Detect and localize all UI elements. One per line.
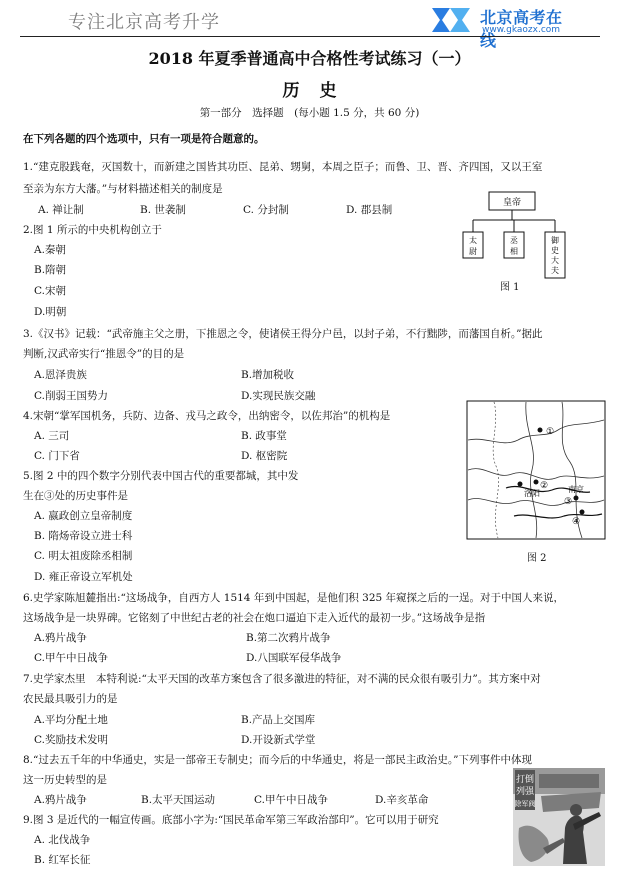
figure-1-top-node: 皇帝 [502,198,522,208]
q5-option-a[interactable]: A. 嬴政创立皇帝制度 [34,510,133,522]
q6-option-d[interactable]: D.八国联军侵华战争 [246,652,342,664]
q1-option-c[interactable]: C. 分封制 [243,204,289,216]
question-4-line-1: 4.宋朝“掌军国机务，兵防、边备、戎马之政令，出纳密令，以佐邦治”的机构是 [23,410,391,422]
q4-option-d[interactable]: D. 枢密院 [241,450,288,462]
q7-option-d[interactable]: D.开设新式学堂 [241,734,316,746]
figure-1-node-taiwei-1: 太 [469,236,477,245]
q4-option-b[interactable]: B. 政事堂 [241,430,287,442]
q7-option-a[interactable]: A.平均分配土地 [34,714,108,726]
logo-title: 北京高考在线 [480,8,563,50]
figure-2-label-4: ④ [572,517,581,527]
q8-option-c[interactable]: C.甲午中日战争 [254,794,328,806]
figure-3-text-3: 除军阀 [514,800,536,808]
q8-option-b[interactable]: B.太平天国运动 [141,794,216,806]
question-5-line-1: 5.图 2 中的四个数字分别代表中国古代的重要都城，其中发 [23,470,299,482]
q3-option-c[interactable]: C.削弱王国势力 [34,390,108,402]
q6-option-b[interactable]: B.第二次鸦片战争 [246,632,331,644]
question-7-line-2: 农民最具吸引力的是 [23,693,118,705]
figure-2-label-3: ③ [564,497,573,507]
logo-mark-icon [428,4,474,36]
q9-option-b[interactable]: B. 红军长征 [34,854,91,866]
logo-url[interactable]: www.gkaozx.com [482,25,561,35]
question-3-line-2: 判断,汉武帝实行“推恩令”的目的是 [23,348,185,360]
q8-option-a[interactable]: A.鸦片战争 [34,794,87,806]
question-8-line-2: 这一历史转型的是 [23,774,107,786]
figure-1-node-chengxiang-1: 丞 [510,236,518,245]
q3-option-d[interactable]: D.实现民族交融 [241,390,316,402]
q4-option-c[interactable]: C. 门下省 [34,450,80,462]
question-7-line-1: 7.史学家杰里 本特利说:“太平天国的改革方案包含了很多激进的特征，对不满的民众很有吸引力”。其方案中对 [23,673,541,685]
subject-title: 历史 [282,81,357,101]
q4-option-a[interactable]: A. 三司 [34,430,70,442]
q6-option-a[interactable]: A.鸦片战争 [34,632,87,644]
question-6-line-1: 6.史学家陈旭麓指出:“这场战争，自西方人 1514 年到中国起，是他们积 325 年窥探之后的一逞。对于中国人来说， [23,592,565,604]
q1-option-a[interactable]: A. 禅让制 [38,204,84,216]
q2-option-a[interactable]: A.秦朝 [34,244,66,256]
exam-title: 2018 年夏季普通高中合格性考试练习（一） [148,49,471,68]
figure-1-node-chengxiang-2: 相 [510,247,518,256]
question-5-line-2: 生在③处的历史事件是 [23,490,128,502]
q7-option-b[interactable]: B.产品上交国库 [241,714,316,726]
header-divider [20,36,600,37]
q5-option-c[interactable]: C. 明太祖废除丞相制 [34,550,133,562]
question-3-line-1: 3.《汉书》记载：“武帝施主父之册，下推恩之令，使诸侯王得分户邑，以封子弟，不行黜陟，而藩国自析。”据此 [23,328,543,340]
figure-1-node-yushi-2: 史 [551,246,559,255]
q1-option-b[interactable]: B. 世袭制 [140,204,186,216]
question-1-line-2: 至亲为东方大藩。”与材料描述相关的制度是 [23,183,223,195]
q7-option-c[interactable]: C.奖励技术发明 [34,734,108,746]
figure-1-caption: 图 1 [500,282,520,293]
q2-option-c[interactable]: C.宋朝 [34,285,66,297]
figure-2-map [466,400,606,540]
brand-logo[interactable] [428,4,578,50]
q6-option-c[interactable]: C.甲午中日战争 [34,652,108,664]
figure-2-label-nanjing: 南京 [568,485,584,494]
figure-3-text-2: 列强 [515,787,535,797]
figure-2-label-1: ① [546,427,555,437]
header-slogan: 专注北京高考升学 [68,12,220,33]
figure-1-node-yushi-3: 大 [551,256,559,265]
figure-1-node-yushi-1: 御 [551,236,559,245]
q5-option-d[interactable]: D. 雍正帝设立军机处 [34,571,133,583]
figure-2-label-2: ② [540,481,549,491]
q2-option-d[interactable]: D.明朝 [34,306,67,318]
part-heading: 第一部分 选择题 (每小题 1.5 分，共 60 分) [199,107,420,119]
q3-option-a[interactable]: A.恩泽贵族 [34,369,87,381]
figure-1-node-yushi-4: 夫 [551,266,559,275]
q8-option-d[interactable]: D.辛亥革命 [375,794,429,806]
question-9-line-1: 9.图 3 是近代的一幅宣传画。底部小字为:“国民革命军第三军政治部印”。它可以用于研究 [23,814,439,826]
question-1-line-1: 1.“建克股践奄，灭国数十，而新建之国皆其功臣、昆弟、甥舅，本周之臣子；而鲁、卫、晋、齐四国，又以王室 [23,161,543,173]
figure-3-poster [513,768,605,866]
figure-2-caption: 图 2 [527,553,547,564]
q1-option-d[interactable]: D. 郡县制 [346,204,393,216]
q9-option-a[interactable]: A. 北伐战争 [34,834,91,846]
q3-option-b[interactable]: B.增加税收 [241,369,295,381]
question-2-line-1: 2.图 1 所示的中央机构创立于 [23,224,162,236]
q5-option-b[interactable]: B. 隋炀帝设立进士科 [34,530,133,542]
instruction: 在下列各题的四个选项中，只有一项是符合题意的。 [23,133,265,145]
question-8-line-1: 8.“过去五千年的中华通史，实是一部帝王专制史；而今后的中华通史，将是一部民主政治史。”下列事件中体现 [23,754,533,766]
q2-option-b[interactable]: B.隋朝 [34,264,67,276]
figure-1-node-taiwei-2: 尉 [469,247,477,256]
question-6-line-2: 这场战争是一块界碑。它铭刻了中世纪古老的社会在炮口逼迫下走入近代的最初一步。”这场战争是指 [23,612,486,624]
figure-1-org-chart [455,190,575,290]
figure-2-label-luoyang: 洛阳 [524,489,540,498]
figure-3-text-1: 打倒 [515,775,535,785]
